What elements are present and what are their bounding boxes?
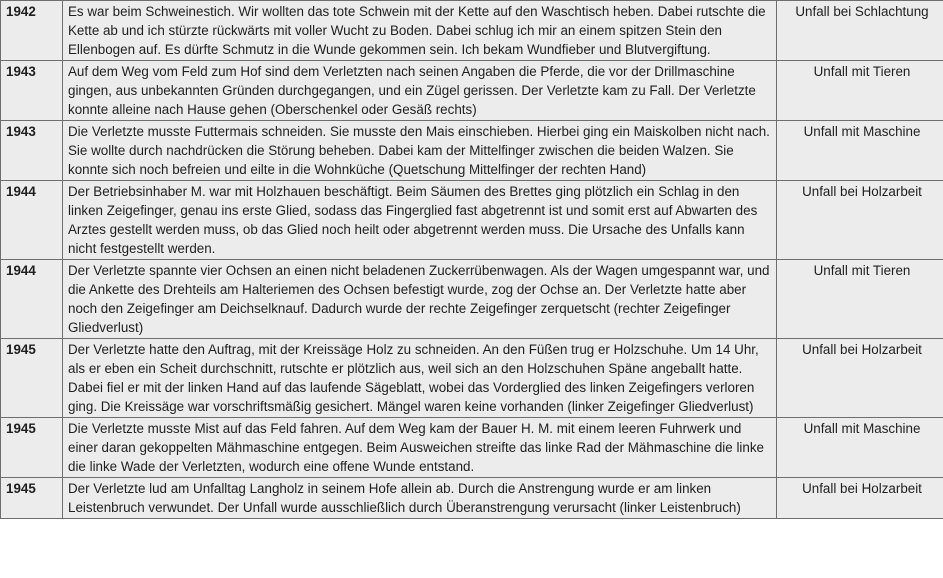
description-cell: Die Verletzte musste Mist auf das Feld fahren. Auf dem Weg kam der Bauer H. M. mit einem leeren Fuhrwerk und einer daran gekoppelten Mähmaschine entgegen. Beim Ausweichen streifte das linke Rad der Mähmaschine die linke die linke Wade der Verletzten, wodurch eine offene Wunde entstand. (63, 418, 777, 478)
description-cell: Der Betriebsinhaber M. war mit Holzhauen beschäftigt. Beim Säumen des Brettes ging plötzlich ein Schlag in den linken Zeigefinger, genau ins erste Glied, sodass das Fingerglied fast abgetrennt ist und somit erst auf Abwarten des Arztes gestellt werden muss, ob das Glied noch heilt oder abgetrennt werden muss. Die Ursache des Unfalls kann nicht festgestellt werden. (63, 181, 777, 260)
year-cell: 1945 (1, 418, 63, 478)
category-cell: Unfall bei Holzarbeit (777, 339, 943, 418)
category-cell: Unfall mit Tieren (777, 61, 943, 121)
description-cell: Es war beim Schweinestich. Wir wollten das tote Schwein mit der Kette auf den Waschtisch heben. Dabei rutschte die Kette ab und ich stürzte rückwärts mit voller Wucht zu Boden. Dabei schlug ich mir an einem spitzen Stein den Ellenbogen auf. Es dürfte Schmutz in die Wunde gekommen sein. Ich bekam Wundfieber und Blutvergiftung. (63, 1, 777, 61)
table-row (1, 121, 943, 181)
table-row (1, 61, 943, 121)
category-cell: Unfall bei Holzarbeit (777, 478, 943, 519)
year-cell: 1944 (1, 260, 63, 339)
year-cell: 1943 (1, 61, 63, 121)
table-row (1, 1, 943, 61)
category-cell: Unfall mit Maschine (777, 121, 943, 181)
category-cell: Unfall bei Holzarbeit (777, 181, 943, 260)
year-cell: 1943 (1, 121, 63, 181)
description-cell: Der Verletzte lud am Unfalltag Langholz in seinem Hofe allein ab. Durch die Anstrengung wurde er am linken Leistenbruch verwundet. Der Unfall wurde ausschließlich durch Überanstrengung verursacht (linker Leistenbruch) (63, 478, 777, 519)
category-cell: Unfall mit Tieren (777, 260, 943, 339)
accident-table-body (1, 1, 943, 519)
category-cell: Unfall bei Schlachtung (777, 1, 943, 61)
year-cell: 1944 (1, 181, 63, 260)
description-cell: Der Verletzte spannte vier Ochsen an einen nicht beladenen Zuckerrübenwagen. Als der Wagen umgespannt war, und die Ankette des Drehteils am Halteriemen des Ochsen befestigt wurde, zog der Ochse an. Der Verletzte hatte aber noch den Zeigefinger am Deichselknauf. Dadurch wurde der rechte Zeigefinger zerquetscht (rechter Zeigefinger Gliedverlust) (63, 260, 777, 339)
year-cell: 1945 (1, 478, 63, 519)
table-row (1, 478, 943, 519)
table-row (1, 339, 943, 418)
year-cell: 1945 (1, 339, 63, 418)
table-row (1, 418, 943, 478)
description-cell: Auf dem Weg vom Feld zum Hof sind dem Verletzten nach seinen Angaben die Pferde, die vor der Drillmaschine gingen, aus unbekannten Gründen durchgegangen, und ein Zügel gerissen. Der Verletzte kam zu Fall. Der Verletzte konnte alleine nach Hause gehen (Oberschenkel oder Gesäß rechts) (63, 61, 777, 121)
description-cell: Die Verletzte musste Futtermais schneiden. Sie musste den Mais einschieben. Hierbei ging ein Maiskolben nicht nach. Sie wollte durch nachdrücken die Störung beheben. Dabei kam der Mittelfinger zwischen die beiden Walzen. Sie konnte sich noch befreien und eilte in die Wohnküche (Quetschung Mittelfinger der rechten Hand) (63, 121, 777, 181)
year-cell: 1942 (1, 1, 63, 61)
table-row (1, 260, 943, 339)
table-row (1, 181, 943, 260)
category-cell: Unfall mit Maschine (777, 418, 943, 478)
description-cell: Der Verletzte hatte den Auftrag, mit der Kreissäge Holz zu schneiden. An den Füßen trug er Holzschuhe. Um 14 Uhr, als er eben ein Scheit durchschnitt, rutschte er plötzlich aus, weil sich an den Holzschuhen Späne angeballt hatte. Dabei fiel er mit der linken Hand auf das laufende Sägeblatt, wobei das Vorderglied des linken Zeigefingers verloren ging. Die Kreissäge war vorschriftsmäßig gesichert. Mängel waren keine vorhanden (linker Zeigefinger Gliedverlust) (63, 339, 777, 418)
